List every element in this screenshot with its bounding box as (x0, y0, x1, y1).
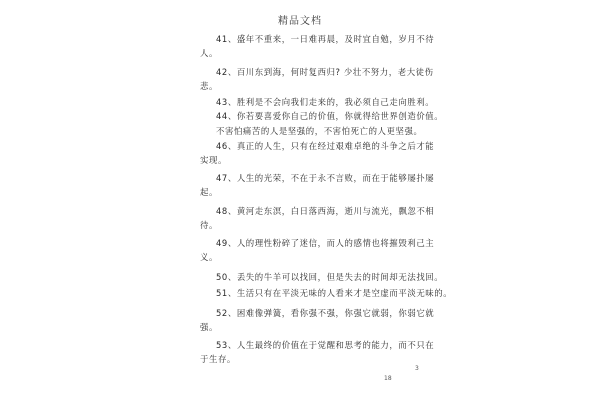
text-line: 48、黄河走东溟，白日落西海，逝川与流光，飘忽不相 (216, 206, 435, 216)
page-header: 精品文档 (278, 16, 322, 27)
text-line: 42、百川东到海，何时复西归? 少壮不努力，老大徒伤 (216, 67, 434, 77)
text-line: 50、丢失的牛羊可以找回，但是失去的时间却无法找回。 (216, 272, 444, 282)
text-line: 47、人生的光荣，不在于永不言败，而在于能够屡扑屡 (216, 173, 435, 183)
text-line: 43、胜利是不会向我们走来的，我必须自己走向胜利。 (216, 97, 435, 107)
text-line: 悲。 (200, 81, 218, 91)
text-line: 49、人的理性粉碎了迷信，而人的感情也将摧毁利己主 (216, 238, 435, 248)
text-line: 实现。 (200, 155, 227, 165)
text-line: 义。 (200, 252, 218, 262)
text-line: 待。 (200, 220, 218, 230)
text-line: 52、困难像弹簧，看你强不强，你强它就弱，你弱它就 (216, 308, 435, 318)
text-line: 46、真正的人生，只有在经过艰难卓绝的斗争之后才能 (216, 141, 435, 151)
text-line: 于生存。 (200, 354, 236, 364)
text-line: 53、人生最终的价值在于觉醒和思考的能力，而不只在 (216, 340, 435, 350)
page-number: 18 (384, 375, 392, 382)
text-line: 人。 (200, 48, 218, 58)
page-marker: 3 (415, 365, 419, 372)
text-line: 41、盛年不重来，一日难再晨，及时宜自勉，岁月不待 (216, 34, 435, 44)
text-line: 强。 (200, 322, 218, 332)
text-line: 44、你若要喜爱你自己的价值，你就得给世界创造价值。 (216, 111, 444, 121)
text-line: 51、生活只有在平淡无味的人看来才是空虚而平淡无味的。 (216, 288, 453, 298)
text-line: 不害怕痛苦的人是坚强的，不害怕死亡的人更坚强。 (216, 126, 423, 136)
text-line: 起。 (200, 187, 218, 197)
